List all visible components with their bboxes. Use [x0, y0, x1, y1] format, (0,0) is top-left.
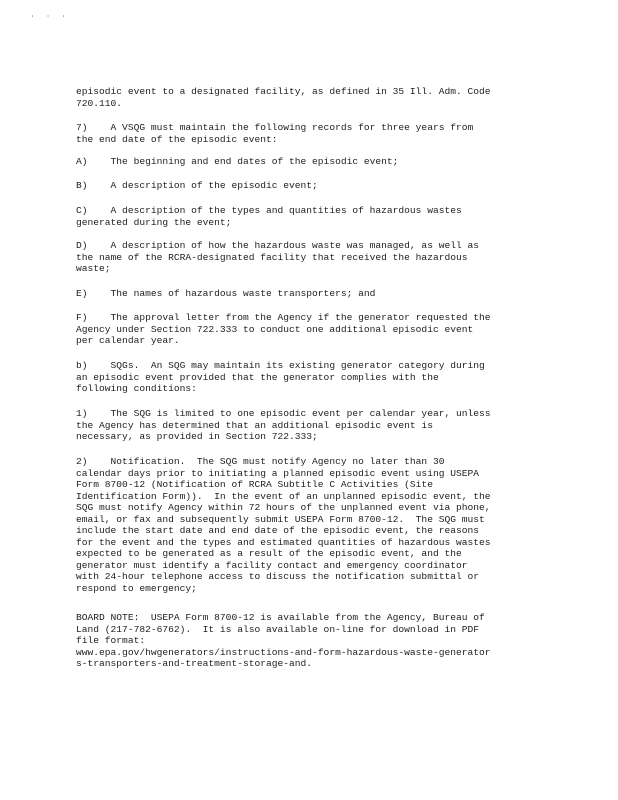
paragraph-sqgs: b) SQGs. An SQG may maintain its existing generator category during an episodic event provided that the generator complies with the following conditions:	[76, 360, 485, 394]
paragraph-item-b: B) A description of the episodic event;	[76, 180, 318, 191]
paragraph-item-a: A) The beginning and end dates of the episodic event;	[76, 156, 399, 167]
paragraph-item-e: E) The names of hazardous waste transporters; and	[76, 288, 376, 299]
paragraph-item-c: C) A description of the types and quantities of hazardous wastes generated during the event;	[76, 205, 462, 228]
paragraph-item-f: F) The approval letter from the Agency if the generator requested the Agency under Section 722.333 to conduct one additional episodic event per calendar year.	[76, 312, 491, 346]
scan-mark: ' ' '	[30, 14, 70, 23]
paragraph-sqg-item-2: 2) Notification. The SQG must notify Agency no later than 30 calendar days prior to initiating a planned episodic event using USEPA Form 8700-12 (Notification of RCRA Subtitle C Activities (Site Identification Form)). In the event of an unplanned episodic event, the SQG must notify Agency within 72 hours of the unplanned event via phone, email, or fax and subsequently submit USEPA Form 8700-12. The SQG must include the start date and end date of the episodic event, the reasons for the event and the types and estimated quantities of hazardous wastes expected to be generated as a result of the episodic event, and the generator must identify a facility contact and emergency coordinator with 24-hour telephone access to discuss the notification submittal or respond to emergency;	[76, 456, 491, 594]
board-note: BOARD NOTE: USEPA Form 8700-12 is available from the Agency, Bureau of Land (217-782-6762). It is also available on-line for download in PDF file format: www.epa.gov/hwgenerators/instructions-and-form-hazardous-waste-generator s-transporters-and-treatment-storage-and.	[76, 612, 491, 669]
paragraph-item-d: D) A description of how the hazardous waste was managed, as well as the name of the RCRA-designated facility that received the hazardous waste;	[76, 240, 480, 274]
paragraph-continuation: episodic event to a designated facility, as defined in 35 Ill. Adm. Code 720.110.	[76, 86, 491, 109]
paragraph-item-7: 7) A VSQG must maintain the following records for three years from the end date of the episodic event:	[76, 122, 474, 145]
paragraph-sqg-item-1: 1) The SQG is limited to one episodic event per calendar year, unless the Agency has determined that an additional episodic event is necessary, as provided in Section 722.333;	[76, 408, 491, 442]
